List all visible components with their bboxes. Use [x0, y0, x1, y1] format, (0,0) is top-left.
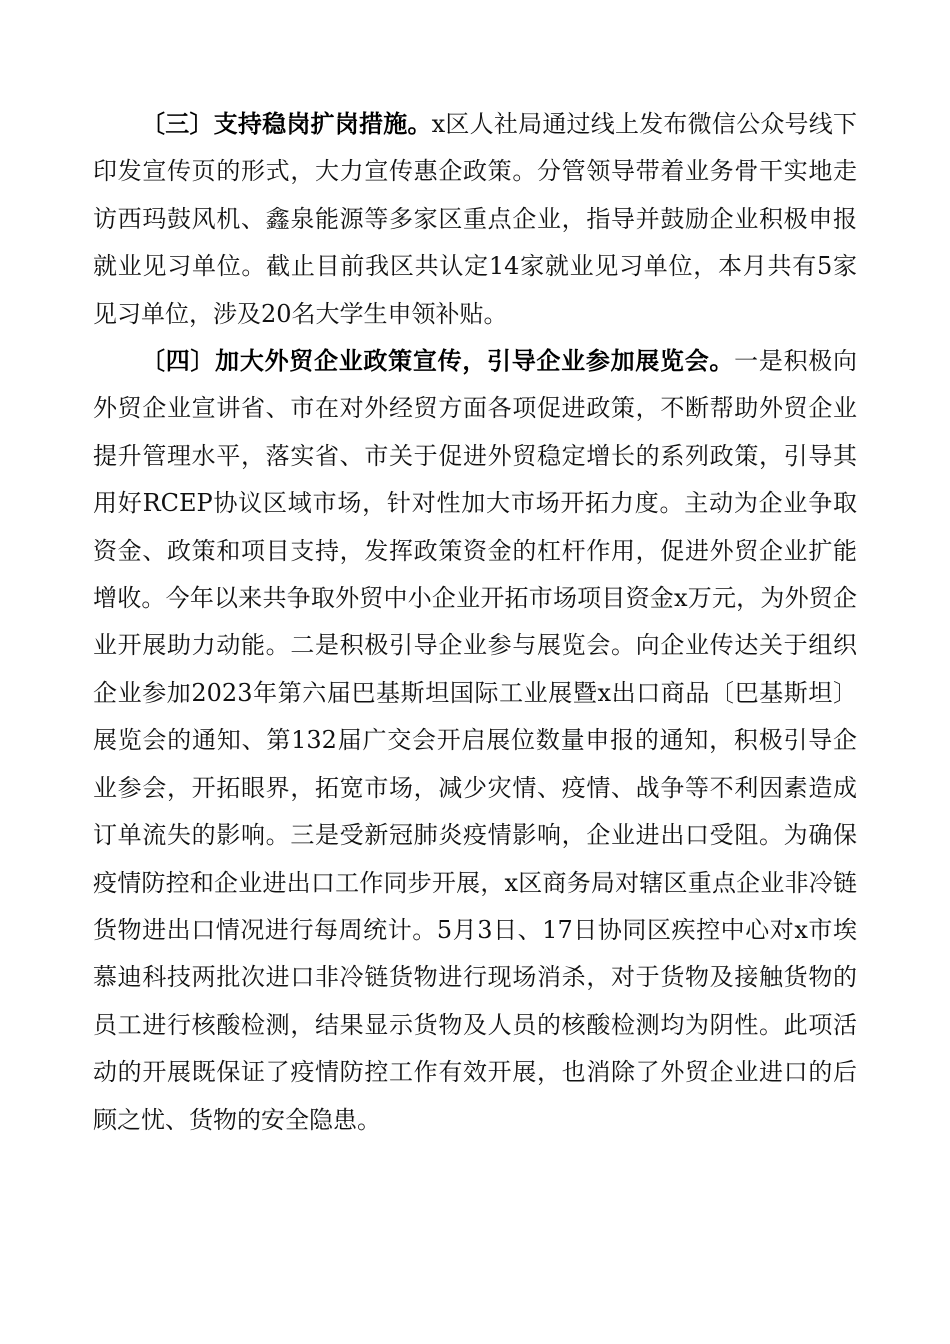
paragraph-text: x区人社局通过线上发布微信公众号线下印发宣传页的形式，大力宣传惠企政策。分管领导带着业务骨干实地走访西玛鼓风机、鑫泉能源等多家区重点企业，指导并鼓励企业积极申报就业见习单位。截止目前我区共认定14家就业见习单位，本月共有5家见习单位，涉及20名大学生申领补贴。	[93, 110, 857, 328]
section-heading-3: 〔三〕支持稳岗扩岗措施。	[141, 110, 432, 138]
paragraph-foreign-trade	[93, 338, 857, 1144]
section-heading-4: 〔四〕加大外贸企业政策宣传，引导企业参加展览会。	[141, 347, 735, 376]
paragraph-stable-jobs	[93, 101, 857, 338]
document-body	[93, 101, 857, 1144]
paragraph-text: 一是积极向外贸企业宣讲省、市在对外经贸方面各项促进政策，不断帮助外贸企业提升管理水平，落实省、市关于促进外贸稳定增长的系列政策，引导其用好RCEP协议区域市场，针对性加大市场开拓力度。主动为企业争取资金、政策和项目支持，发挥政策资金的杠杆作用，促进外贸企业扩能增收。今年以来共争取外贸中小企业开拓市场项目资金x万元，为外贸企业开展助力动能。二是积极引导企业参与展览会。向企业传达关于组织企业参加2023年第六届巴基斯坦国际工业展暨x出口商品〔巴基斯坦〕展览会的通知、第132届广交会开启展位数量申报的通知，积极引导企业参会，开拓眼界，拓宽市场，减少灾情、疫情、战争等不利因素造成订单流失的影响。三是受新冠肺炎疫情影响，企业进出口受阻。为确保疫情防控和企业进出口工作同步开展，x区商务局对辖区重点企业非冷链货物进出口情况进行每周统计。5月3日、17日协同区疾控中心对x市埃慕迪科技两批次进口非冷链货物进行现场消杀，对于货物及接触货物的员工进行核酸检测，结果显示货物及人员的核酸检测均为阴性。此项活动的开展既保证了疫情防控工作有效开展，也消除了外贸企业进口的后顾之忧、货物的安全隐患。	[93, 347, 858, 1134]
